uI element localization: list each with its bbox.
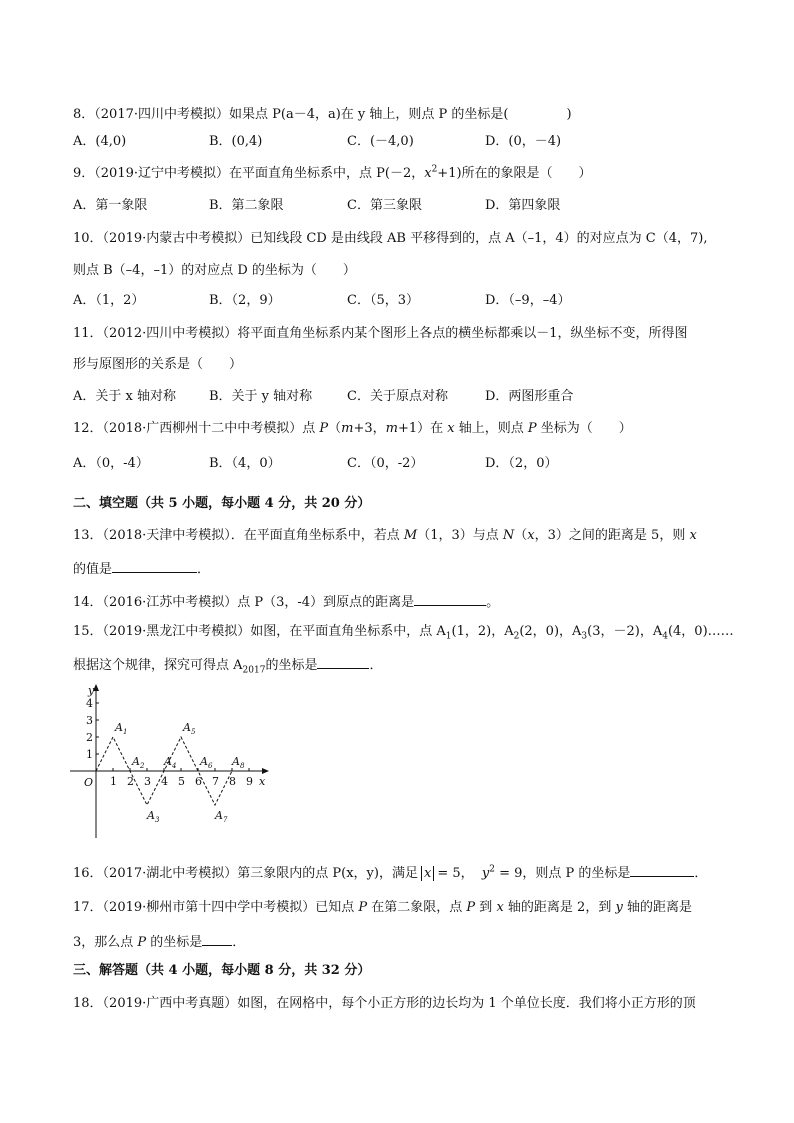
y-tick-label: 4 [86, 697, 93, 710]
q12-option-d[interactable]: D．（2，0） [485, 456, 558, 471]
q15-stem-line1: 15．（2019·黑龙江中考模拟）如图，在平面直角坐标系中，点 $A_1(1$，2)，$A_2(2$，0)，$A_3(3$，－2)，$A_4(4$，0)…… [73, 624, 734, 642]
point-label-a7: $A_7$ [215, 809, 228, 824]
q10-option-c[interactable]: C．（5，3） [347, 293, 419, 308]
q11-option-d[interactable]: D．两图形重合 [485, 389, 574, 404]
q18-stem-line1: 18．（2019·广西中考真题）如图，在网格中，每个小正方形的边长均为 1 个单位长度．我们将小正方形的顶 [73, 996, 696, 1011]
q14-stem: 14．（2016·江苏中考模拟）点 P（3，-4）到原点的距离是 。 [73, 591, 499, 612]
q12-option-b[interactable]: B．（4，0） [209, 456, 281, 471]
y-axis-label: y [88, 684, 95, 697]
q10-option-b[interactable]: B．（2，9） [209, 293, 281, 308]
point-label-a2: $A_2$ [132, 755, 145, 770]
answer-space [508, 104, 566, 118]
y-tick-label: 2 [86, 731, 93, 744]
q9-stem: 9．（2019·辽宁中考模拟）在平面直角坐标系中，点 P(－2，$x^2+1$)所在的象限是（ ） [73, 164, 592, 181]
x-tick-label: 1 [110, 775, 117, 788]
x-tick-label: 2 [127, 775, 134, 788]
y-tick-label: 3 [86, 714, 93, 727]
q9-option-a[interactable]: A．第一象限 [73, 198, 148, 213]
q9-option-c[interactable]: C．第三象限 [347, 198, 422, 213]
q12-stem: 12．（2018·广西柳州十二中中考模拟）点 P（m+3，m+1）在 x 轴上，则点 P 坐标为（ ） [73, 421, 632, 436]
x-axis-arrow-icon [262, 768, 269, 774]
point-label-a3: $A_3$ [147, 809, 160, 824]
q10-option-d[interactable]: D．（–9，–4） [485, 293, 571, 308]
q8-stem: 8．（2017·四川中考模拟）如果点 P(a－4，a)在 y 轴上，则点 P 的坐标是( ) [73, 104, 572, 124]
q8-option-c[interactable]: C．(－4,0) [347, 134, 414, 149]
q11-option-c[interactable]: C．关于原点对称 [347, 389, 448, 404]
x-tick-label: 4 [161, 775, 168, 788]
q11-stem-line1: 11．（2012·四川中考模拟）将平面直角坐标系内某个图形上各点的横坐标都乘以－1，纵坐标不变，所得图 [73, 326, 688, 341]
x-tick-label: 6 [195, 775, 202, 788]
origin-label: O [84, 776, 94, 789]
abs-value-x: x [421, 866, 434, 881]
q8-option-a[interactable]: A．(4,0) [73, 134, 127, 149]
x-axis-label: x [259, 775, 266, 788]
x-tick-label: 8 [229, 775, 236, 788]
x-tick-label: 9 [246, 775, 253, 788]
point-label-a6: $A_6$ [200, 755, 213, 770]
q15-coordinate-figure [70, 682, 270, 842]
q9-option-b[interactable]: B．第二象限 [209, 198, 284, 213]
point-label-a5: $A_5$ [183, 721, 196, 736]
q17-stem-line1: 17．（2019·柳州市第十四中学中考模拟）已知点 P 在第二象限，点 P 到 x 轴的距离是 2，到 y 轴的距离是 [73, 900, 692, 915]
axis-ticks [96, 703, 249, 771]
x-tick-label: 7 [212, 775, 219, 788]
q13-stem-line1: 13．（2018·天津中考模拟）．在平面直角坐标系中，若点 M（1，3）与点 N（x，3）之间的距离是 5，则 x [73, 528, 697, 543]
x-tick-label: 5 [178, 775, 185, 788]
q15-stem-line2: 根据这个规律，探究可得点 $A_{2017}$的坐标是 ． [73, 654, 382, 675]
point-label-a4: $A_4$ [164, 755, 177, 770]
point-labels [114, 721, 245, 824]
q16-answer-blank[interactable] [630, 862, 694, 877]
point-label-a8: $A_8$ [232, 755, 245, 770]
q13-stem-line2: 的值是 ． [73, 558, 210, 579]
x-tick-label: 3 [144, 775, 151, 788]
q16-stem: 16．（2017·湖北中考模拟）第三象限内的点 P(x，y)，满足 x = 5， $y^2 = 9$，则点 P 的坐标是 ． [73, 862, 707, 883]
q17-stem-line2: 3，那么点 P 的坐标是 ． [73, 931, 245, 952]
q15-answer-blank[interactable] [317, 654, 369, 669]
y-tick-label: 1 [86, 748, 93, 761]
q11-option-b[interactable]: B．关于 y 轴对称 [209, 389, 313, 404]
q11-stem-line2: 形与原图形的关系是（ ） [73, 357, 243, 372]
q17-answer-blank[interactable] [202, 931, 232, 946]
section-heading-answer: 三、解答题（共 4 小题，每小题 8 分，共 32 分） [73, 963, 371, 978]
point-label-a1: $A_1$ [115, 721, 128, 736]
q10-stem-line1: 10．（2019·内蒙古中考模拟）已知线段 CD 是由线段 AB 平移得到的，点 A（–1，4）的对应点为 C（4，7), [73, 231, 708, 246]
q14-answer-blank[interactable] [414, 591, 486, 606]
q9-option-d[interactable]: D．第四象限 [485, 198, 561, 213]
q12-option-a[interactable]: A．（0，-4） [73, 456, 149, 471]
q10-option-a[interactable]: A．（1，2） [73, 293, 145, 308]
q8-option-b[interactable]: B．(0,4) [209, 134, 263, 149]
q13-answer-blank[interactable] [112, 558, 197, 573]
section-heading-fill-in: 二、填空题（共 5 小题，每小题 4 分，共 20 分） [73, 496, 371, 511]
q8-option-d[interactable]: D．(0，－4) [485, 134, 562, 149]
q11-option-a[interactable]: A．关于 x 轴对称 [73, 389, 176, 404]
q10-stem-line2: 则点 B（–4，–1）的对应点 D 的坐标为（ ） [73, 263, 356, 278]
q12-option-c[interactable]: C．（0，-2） [347, 456, 424, 471]
axis-labels [84, 684, 266, 789]
